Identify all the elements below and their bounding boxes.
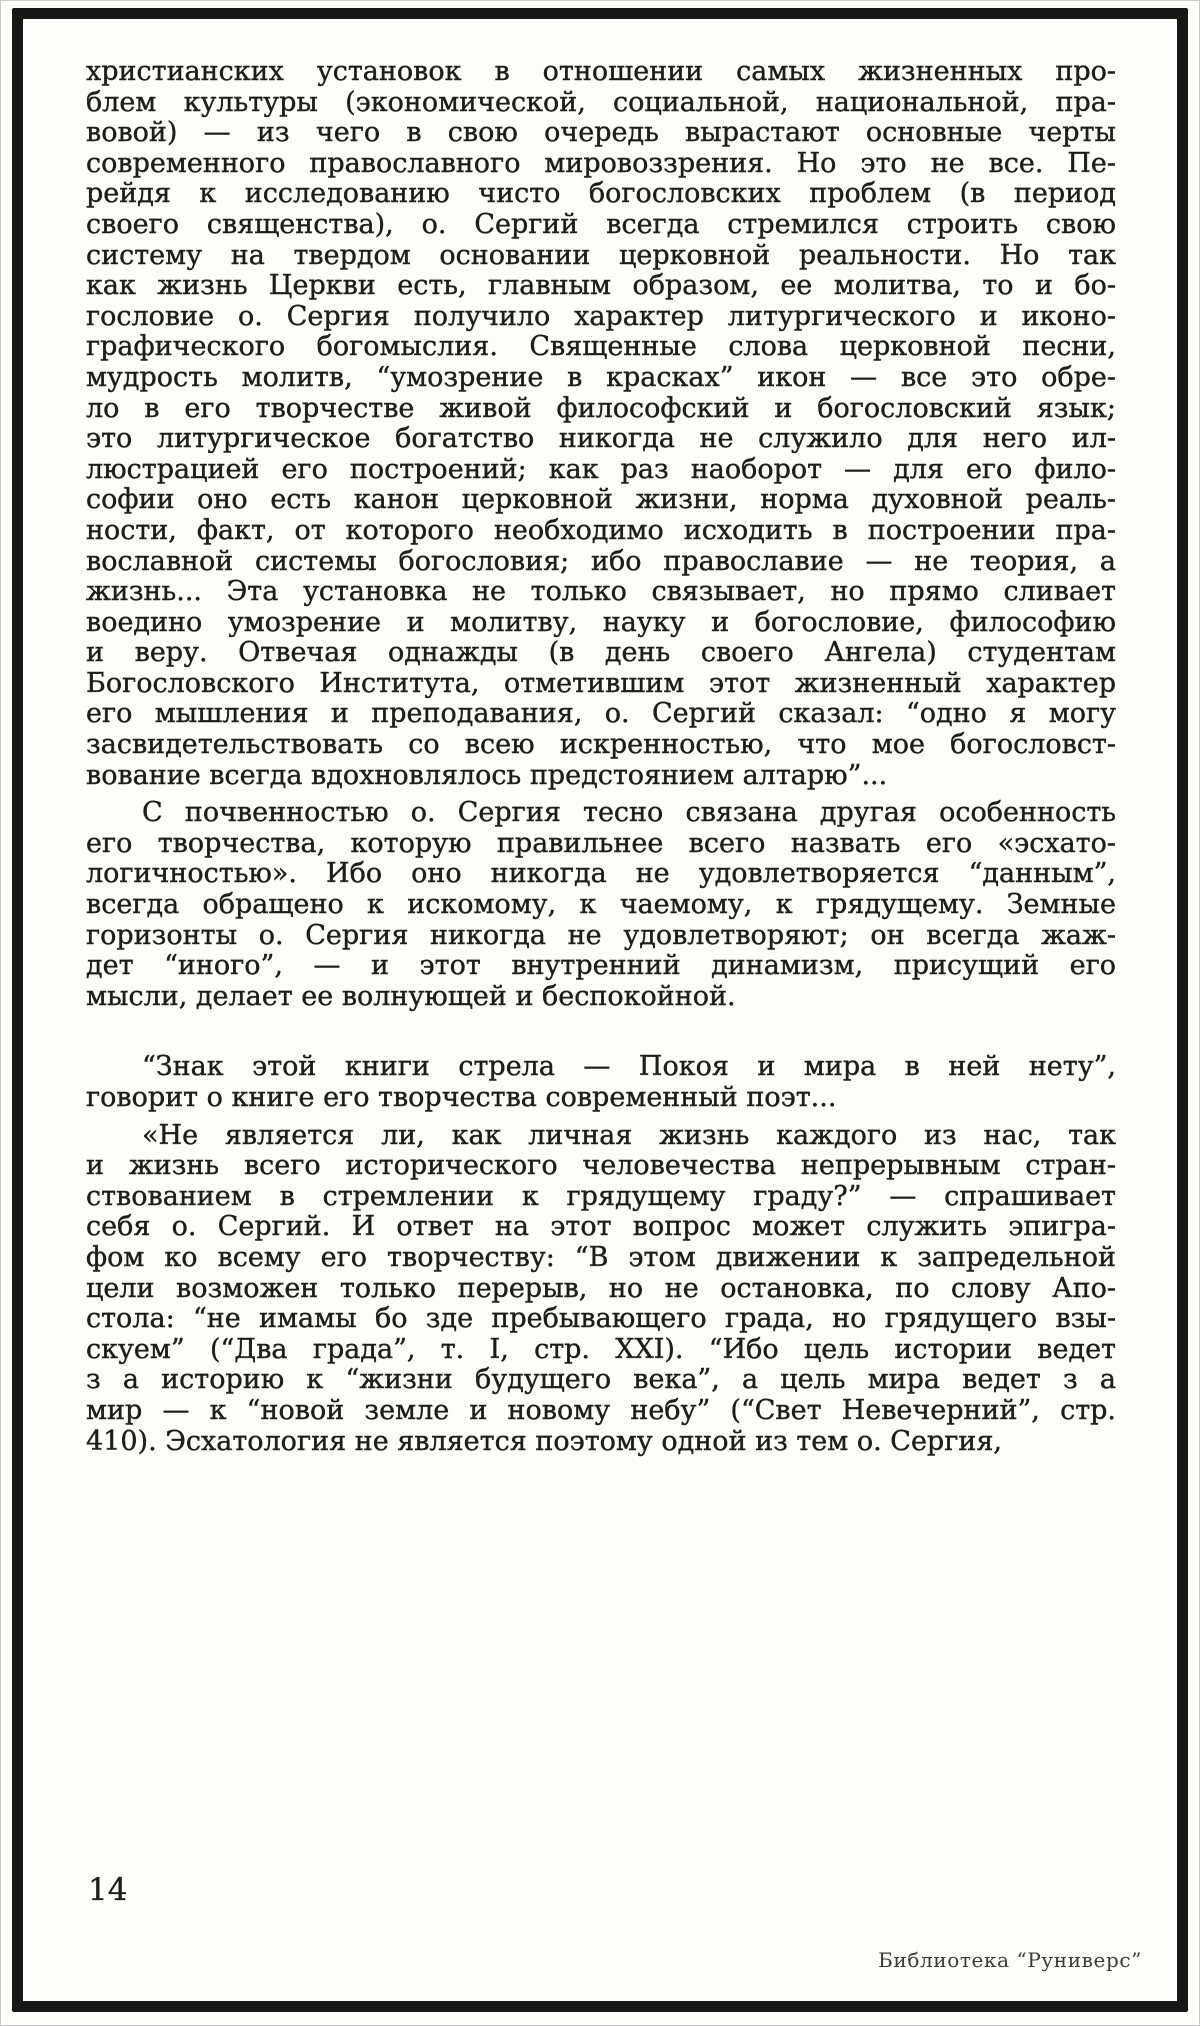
paragraph (86, 798, 1116, 1012)
text-block (86, 57, 1116, 1457)
text-line: воедино умозрение и молитву, науку и богословие, философию (86, 606, 1116, 638)
text-line: вославной системы богословия; ибо православие — не теория, а (86, 545, 1116, 577)
text-line: как жизнь Церкви есть, главным образом, ее молитва, то и бо- (86, 270, 1116, 302)
paragraph (86, 1052, 1116, 1113)
text-line: своего священства), о. Сергий всегда стремился строить свою (86, 208, 1116, 240)
text-line: рейдя к исследованию чисто богословских проблем (в период (86, 178, 1116, 210)
text-line: цели возможен только перерыв, но не остановка, по слову Апо- (86, 1272, 1116, 1304)
library-watermark: Библиотека “Руниверс” (878, 1948, 1142, 1972)
text-line: гословие о. Сергия получило характер литургического и иконо- (86, 300, 1116, 332)
text-line: жизнь... Эта установка не только связывает, но прямо сливает (86, 576, 1116, 608)
text-line: С почвенностью о. Сергия тесно связана другая особенность (142, 797, 1116, 829)
text-line: это литургическое богатство никогда не служило для него ил- (86, 423, 1116, 455)
text-line: горизонты о. Сергия никогда не удовлетворяют; он всегда жаж- (86, 919, 1116, 951)
text-line: скуем” (“Два града”, т. I, стр. XXI). “Ибо цель истории ведет (86, 1333, 1116, 1365)
text-line: систему на твердом основании церковной реальности. Но так (86, 239, 1116, 271)
text-line: люстрацией его построений; как раз наоборот — для его фило- (86, 453, 1116, 485)
text-line: мир — к “новой земле и новому небу” (“Свет Невечерний”, стр. (86, 1394, 1116, 1426)
text-line: вовой) — из чего в свою очередь вырастают основные черты (86, 117, 1116, 149)
text-line: вование всегда вдохновлялось предстоянием алтарю”... (86, 759, 888, 791)
text-line: з а историю к “жизни будущего века”, а цель мира ведет з а (86, 1364, 1116, 1396)
text-line: блем культуры (экономической, социальной, национальной, пра- (86, 86, 1116, 118)
text-line: себя о. Сергий. И ответ на этот вопрос может служить эпигра- (86, 1211, 1116, 1243)
text-line: засвидетельствовать со всею искренностью, что мое богословст- (86, 729, 1116, 761)
text-line: логичностью». Ибо оно никогда не удовлетворяется “данным”, (86, 858, 1116, 890)
paragraph (86, 1121, 1116, 1458)
text-line: Богословского Института, отметившим этот жизненный характер (86, 667, 1116, 699)
text-line: «Не является ли, как личная жизнь каждого из нас, так (142, 1119, 1116, 1151)
text-line: его мышления и преподавания, о. Сергий сказал: “одно я могу (86, 698, 1116, 730)
text-line: и жизнь всего исторического человечества непрерывным стран- (86, 1150, 1116, 1182)
text-line: ло в его творчестве живой философский и богословский язык; (86, 392, 1116, 424)
text-line: ности, факт, от которого необходимо исходить в построении пра- (86, 514, 1116, 546)
text-line: “Знак этой книги стрела — Покоя и мира в ней нету”, (142, 1051, 1116, 1083)
text-line: ствованием в стремлении к грядущему граду?” — спрашивает (86, 1180, 1116, 1212)
text-line: стола: “не имамы бо зде пребывающего града, но грядущего взы- (86, 1303, 1116, 1335)
text-line: говорит о книге его творчества современный поэт... (86, 1082, 837, 1113)
text-line: дет “иного”, — и этот внутренний динамизм, присущий его (86, 950, 1116, 982)
text-line: графического богомыслия. Священные слова церковной песни, (86, 331, 1116, 363)
text-line: софии оно есть канон церковной жизни, норма духовной реаль- (86, 484, 1116, 516)
page-number: 14 (88, 1872, 128, 1908)
text-line: его творчества, которую правильнее всего назвать его «эсхато- (86, 827, 1116, 859)
text-line: христианских установок в отношении самых жизненных про- (86, 56, 1116, 87)
paragraph (86, 57, 1116, 791)
text-line: современного православного мировоззрения. Но это не все. Пе- (86, 147, 1116, 179)
text-line: и веру. Отвечая однажды (в день своего Ангела) студентам (86, 637, 1116, 669)
text-line: фом ко всему его творчеству: “В этом движении к запредельной (86, 1241, 1116, 1273)
text-line: мудрость молитв, “умозрение в красках” икон — все это обре- (86, 361, 1116, 393)
text-line: 410). Эсхатология не является поэтому одной из тем о. Сергия, (86, 1425, 1002, 1457)
text-line: всегда обращено к искомому, к чаемому, к грядущему. Земные (86, 889, 1116, 921)
text-line: мысли, делает ее волнующей и беспокойной. (86, 980, 736, 1012)
